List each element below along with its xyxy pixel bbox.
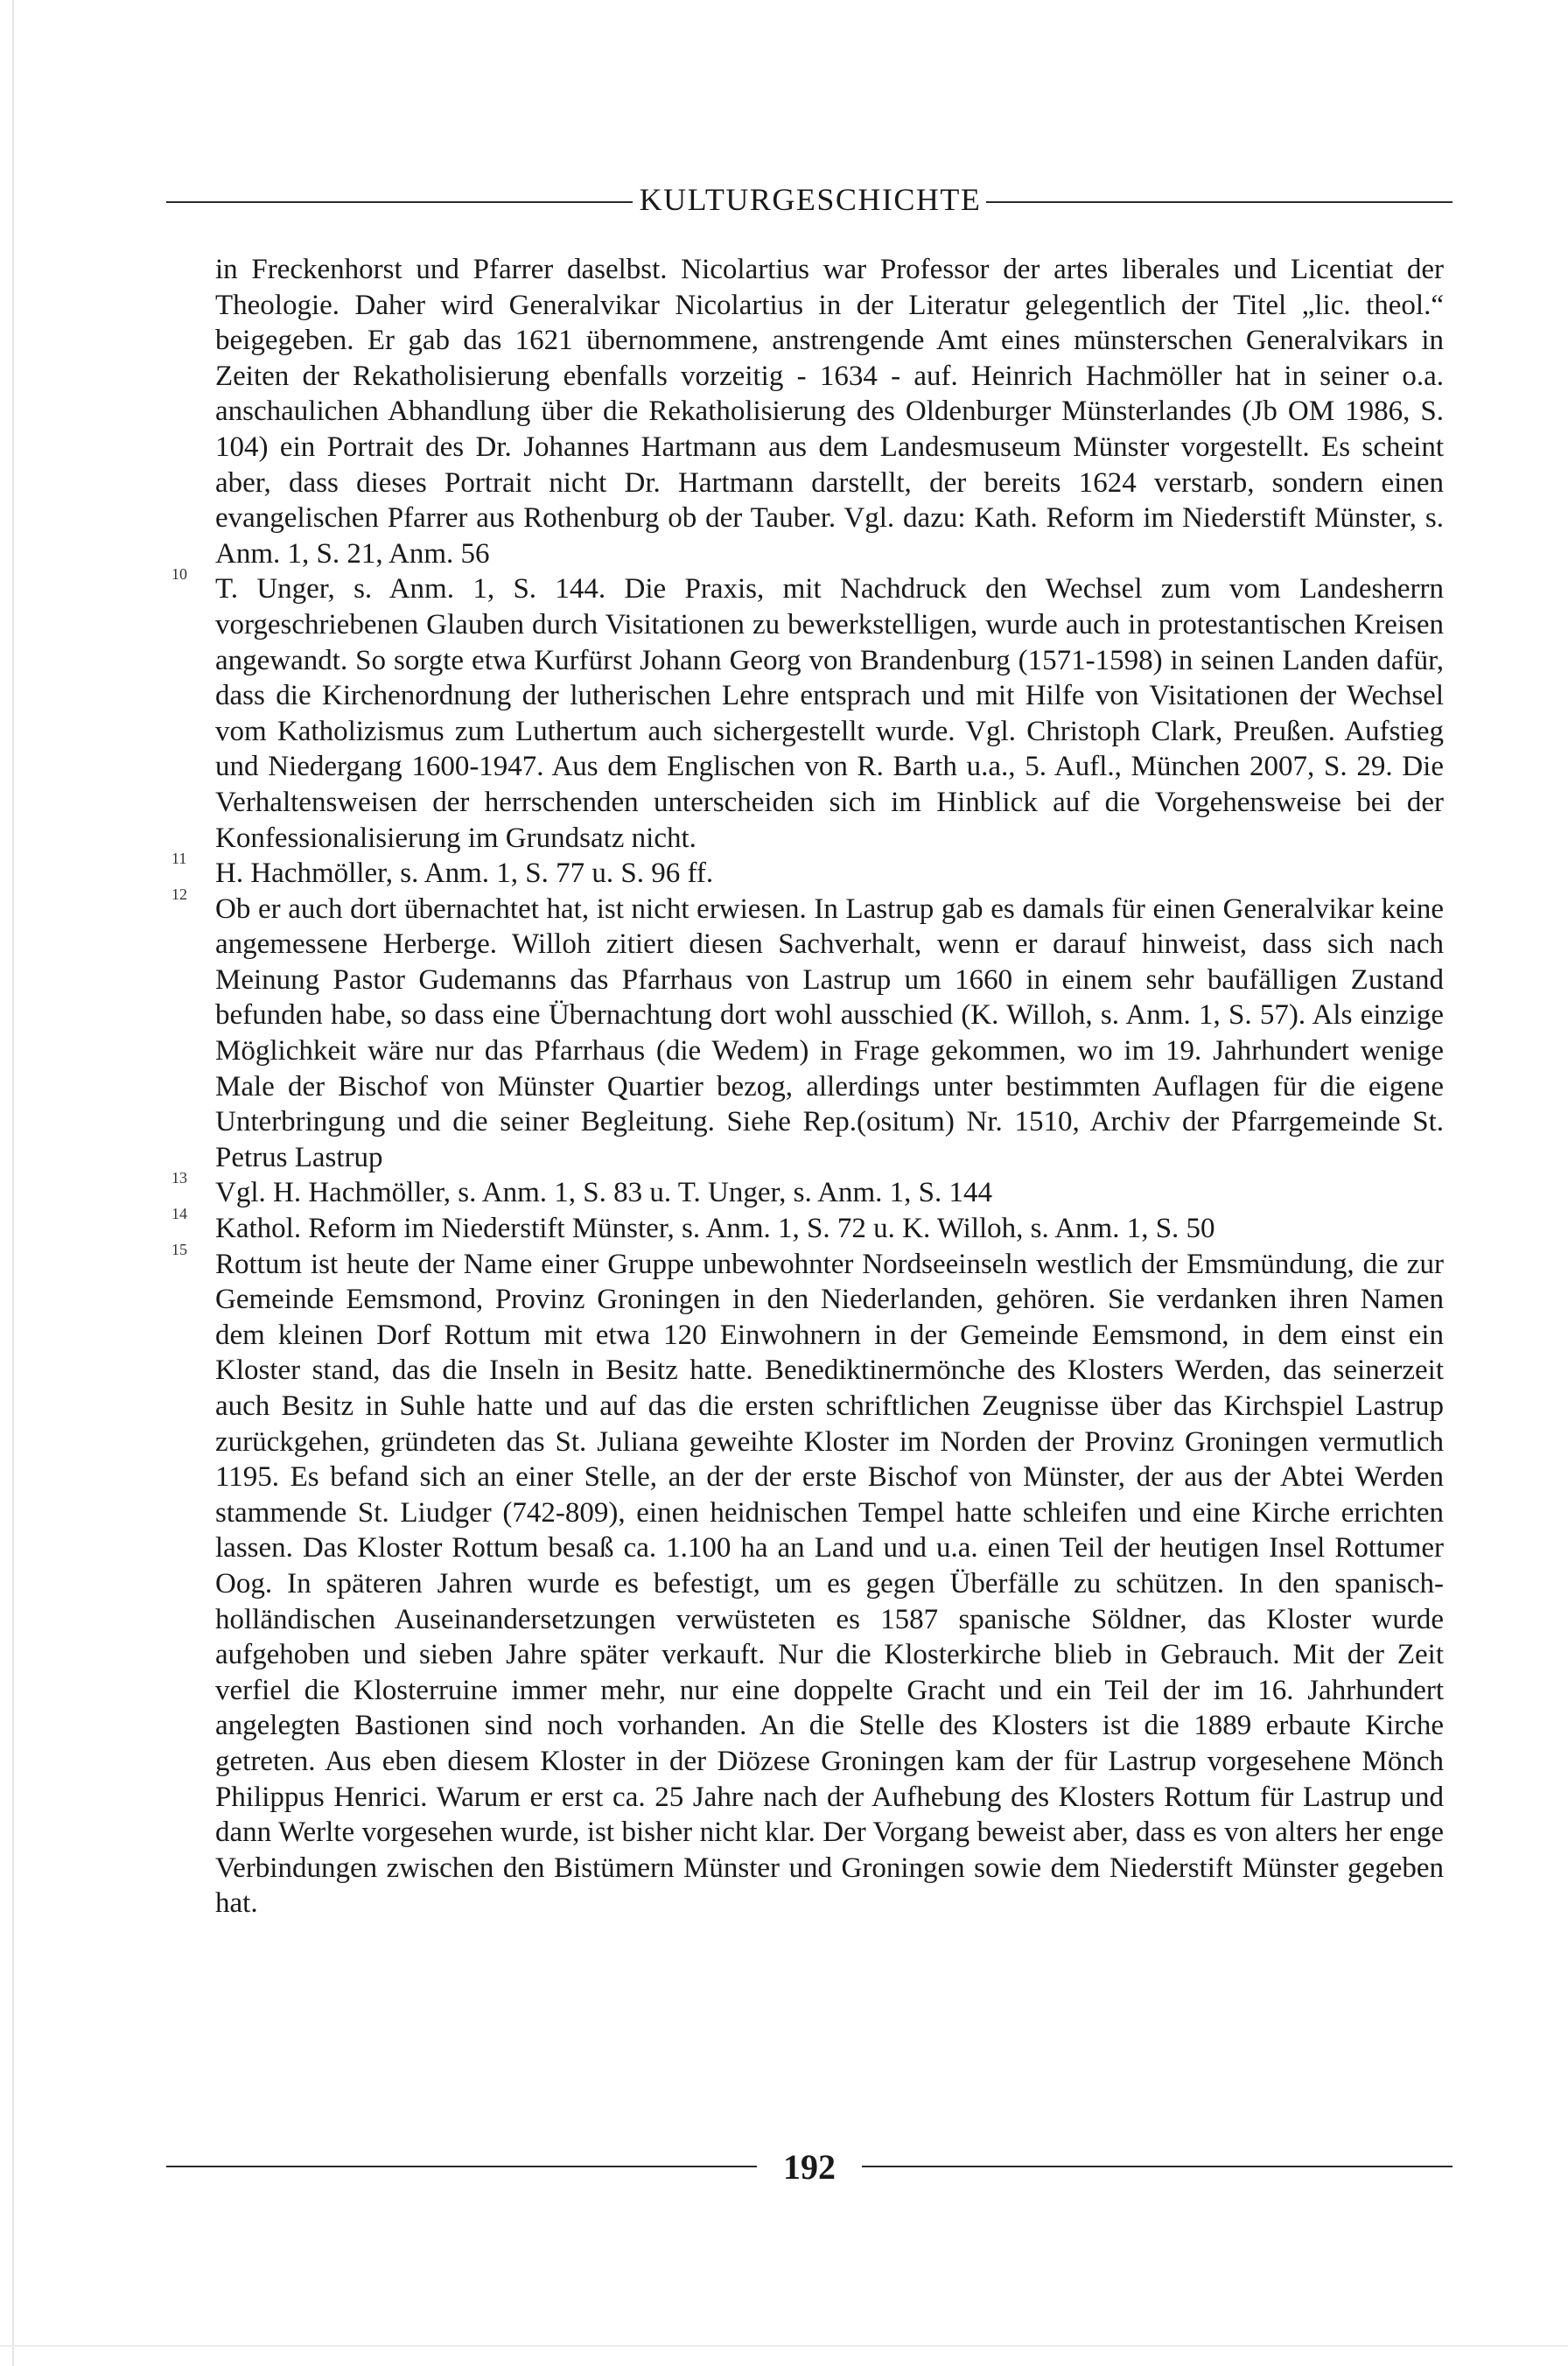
footnote-number: 15 — [172, 1240, 187, 1258]
footnote-text: Kathol. Reform im Niederstift Münster, s. Anm. 1, S. 72 u. K. Willoh, s. Anm. 1, S. 50 — [215, 1213, 1215, 1245]
footnote-number: 13 — [172, 1169, 187, 1187]
footnote-15 — [172, 1240, 1444, 1922]
footnote-number: 14 — [172, 1205, 187, 1223]
page-bottom-edge — [0, 2345, 1568, 2347]
page-footer — [166, 2142, 1452, 2191]
header-rule-right — [986, 201, 1452, 203]
footnote-text: Ob er auch dort übernachtet hat, ist nicht erwiesen. In Lastrup gab es damals für einen Generalvikar keine angemessene Herberge. Willoh zitiert diesen Sachverhalt, wenn er darauf hinweist, dass sich nach Meinung Pastor Gudemanns das Pfarrhaus von Lastrup um 1660 in einem sehr baufälligen Zustand befunden habe, so dass eine Übernachtung dort wohl ausschied (K. Willoh, s. Anm. 1, S. 57). Als einzige Möglichkeit wäre nur das Pfarrhaus (die Wedem) in Frage gekommen, wo im 19. Jahrhundert wenige Male der Bischof von Münster Quartier bezog, allerdings unter bestimmten Auflagen für die eigene Unterbringung und die seiner Begleitung. Siehe Rep.(ositum) Nr. 1510, Archiv der Pfarrgemeinde St. Petrus Lastrup — [215, 892, 1444, 1173]
running-header — [166, 182, 1452, 217]
header-rule-left — [166, 201, 633, 203]
footnote-number: 11 — [172, 850, 187, 868]
footnote-13 — [172, 1169, 1444, 1211]
footnote-text: Rottum ist heute der Name einer Gruppe unbewohnter Nordseeinseln westlich der Emsmündung, die zur Gemeinde Eemsmond, Provinz Groningen in den Niederlanden, gehören. Sie verdanken ihren Namen dem kleinen Dorf Rottum mit etwa 120 Einwohnern in der Gemeinde Eemsmond, in dem einst ein Kloster stand, das die Inseln in Besitz hatte. Benediktinermönche des Klosters Werden, das seinerzeit auch Besitz in Suhle hatte und auf das die ersten schriftlichen Zeugnisse über das Kirchspiel Lastrup zurückgehen, gründeten das St. Juliana geweihte Kloster im Norden der Provinz Groningen vermutlich 1195. Es befand sich an einer Stelle, an der der erste Bischof von Münster, der aus der Abtei Werden stammende St. Liudger (742-809), einen heidnischen Tempel hatte schleifen und eine Kirche errichten lassen. Das Kloster Rottum besaß ca. 1.100 ha an Land und u.a. einen Teil der heutigen Insel Rottumer Oog. In späteren Jahren wurde es befestigt, um es gegen Überfälle zu schützen. In den spanisch-holländischen Auseinandersetzungen verwüsteten es 1587 spanische Söldner, das Kloster wurde aufgehoben und sieben Jahre später verkauft. Nur die Klosterkirche blieb in Gebrauch. Mit der Zeit verfiel die Klosterruine immer mehr, nur eine doppelte Gracht und ein Teil der im 16. Jahrhundert angelegten Bastionen sind noch vorhanden. An die Stelle des Klosters ist die 1889 erbaute Kirche getreten. Aus eben diesem Kloster in der Diözese Groningen kam der für Lastrup vorgesehene Mönch Philippus Henrici. Warum er erst ca. 25 Jahre nach der Aufhebung des Klosters Rottum für Lastrup und dann Werlte vorgesehen wurde, ist bisher nicht klar. Der Vorgang beweist aber, dass es von alters her enge Verbindungen zwischen den Bistümern Münster und Groningen sowie dem Niederstift Münster gegeben hat. — [215, 1248, 1444, 1920]
page-number: 192 — [783, 2146, 836, 2187]
footnote-11 — [172, 850, 1444, 892]
section-title: KULTURGESCHICHTE — [639, 182, 982, 217]
footnote-14 — [172, 1205, 1444, 1247]
footnote-10 — [172, 565, 1444, 856]
footnote-text: T. Unger, s. Anm. 1, S. 144. Die Praxis, mit Nachdruck den Wechsel zum vom Landesherrn vorgeschriebenen Glauben durch Visitationen zu bewerkstelligen, wurde auch in protestantischen Kreisen angewandt. So sorgte etwa Kurfürst Johann Georg von Brandenburg (1571-1598) in seinen Landen dafür, dass die Kirchenordnung der lutherischen Lehre entsprach und mit Hilfe von Visitationen der Wechsel vom Katholizismus zum Luthertum auch sichergestellt wurde. Vgl. Christoph Clark, Preußen. Aufstieg und Niedergang 1600-1947. Aus dem Englischen von R. Barth u.a., 5. Aufl., München 2007, S. 29. Die Verhaltensweisen der herrschenden unterscheiden sich im Hinblick auf die Vorgehensweise bei der Konfessionalisierung im Grundsatz nicht. — [215, 573, 1444, 854]
footnote-block — [172, 252, 1444, 1922]
footnote-number: 12 — [172, 885, 187, 903]
continued-footnote: in Freckenhorst und Pfarrer daselbst. Nicolartius war Professor der artes liberales und Licentiat der Theologie. Daher wird Generalvikar Nicolartius in der Literatur gelegentlich der Titel „lic. theol.“ beigegeben. Er gab das 1621 übernommene, anstrengende Amt eines münsterschen Generalvikars in Zeiten der Rekatholisierung ebenfalls vorzeitig - 1634 - auf. Heinrich Hachmöller hat in seiner o.a. anschaulichen Abhandlung über die Rekatholisierung des Oldenburger Münsterlandes (Jb OM 1986, S. 104) ein Portrait des Dr. Johannes Hartmann aus dem Landesmuseum Münster vorgestellt. Es scheint aber, dass dieses Portrait nicht Dr. Hartmann darstellt, der bereits 1624 verstarb, sondern einen evangelischen Pfarrer aus Rothenburg ob der Tauber. Vgl. dazu: Kath. Reform im Niederstift Münster, s. Anm. 1, S. 21, Anm. 56 — [215, 254, 1444, 570]
footnote-number: 10 — [172, 565, 187, 584]
footer-rule-left — [166, 2166, 757, 2167]
footnote-text: H. Hachmöller, s. Anm. 1, S. 77 u. S. 96 ff. — [215, 858, 714, 890]
footer-rule-right — [862, 2166, 1452, 2167]
footnote-text: Vgl. H. Hachmöller, s. Anm. 1, S. 83 u. T. Unger, s. Anm. 1, S. 144 — [215, 1177, 993, 1209]
page-edge — [12, 0, 14, 2366]
footnote-12 — [172, 885, 1444, 1176]
